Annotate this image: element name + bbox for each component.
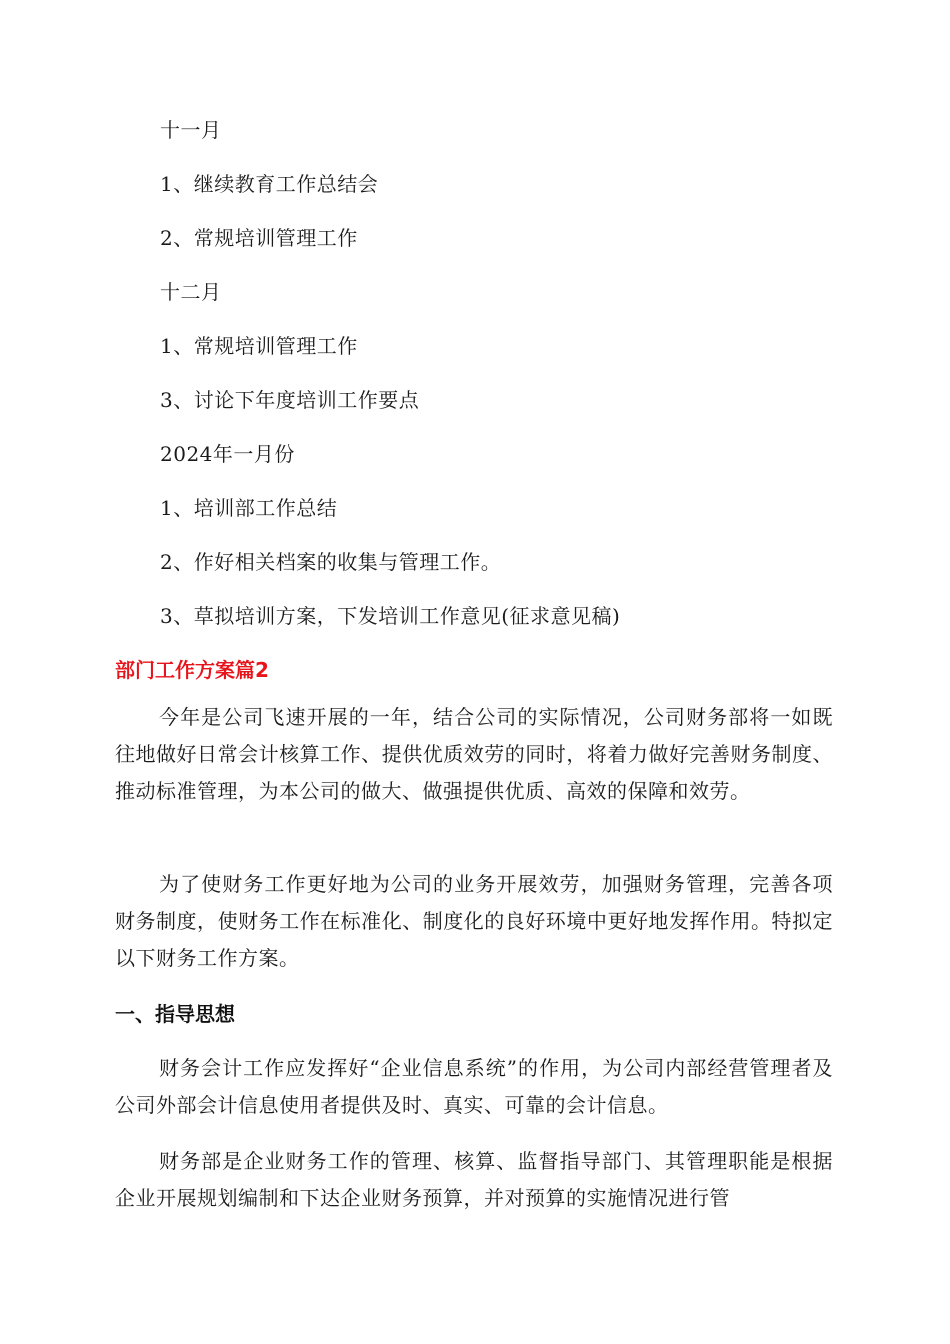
month-november: 十一月 (160, 118, 222, 142)
body-paragraph: 财务部是企业财务工作的管理、核算、监督指导部门、其管理职能是根据企业开展规划编制和下达企业财务预算，并对预算的实施情况进行管 (115, 1149, 833, 1210)
plan-item: 1、常规培训管理工作 (160, 334, 358, 358)
subheading: 一、指导思想 (115, 1002, 235, 1026)
month-january: 2024年一月份 (160, 442, 295, 466)
section-title: 部门工作方案篇2 (115, 658, 269, 682)
plan-item: 2、常规培训管理工作 (160, 226, 358, 250)
body-paragraph: 今年是公司飞速开展的一年，结合公司的实际情况，公司财务部将一如既往地做好日常会计核算工作、提供优质效劳的同时，将着力做好完善财务制度、推动标准管理，为本公司的做大、做强提供优质、高效的保障和效劳。 (115, 705, 833, 803)
plan-item: 3、讨论下年度培训工作要点 (160, 388, 420, 412)
plan-item: 3、草拟培训方案，下发培训工作意见(征求意见稿) (160, 604, 621, 628)
plan-item: 1、继续教育工作总结会 (160, 172, 379, 196)
body-paragraph: 为了使财务工作更好地为公司的业务开展效劳，加强财务管理，完善各项财务制度，使财务工作在标准化、制度化的良好环境中更好地发挥作用。特拟定以下财务工作方案。 (115, 872, 833, 970)
month-december: 十二月 (160, 280, 222, 304)
body-paragraph: 财务会计工作应发挥好“企业信息系统”的作用，为公司内部经营管理者及公司外部会计信息使用者提供及时、真实、可靠的会计信息。 (115, 1056, 833, 1117)
plan-item: 2、作好相关档案的收集与管理工作。 (160, 550, 502, 574)
plan-item: 1、培训部工作总结 (160, 496, 338, 520)
